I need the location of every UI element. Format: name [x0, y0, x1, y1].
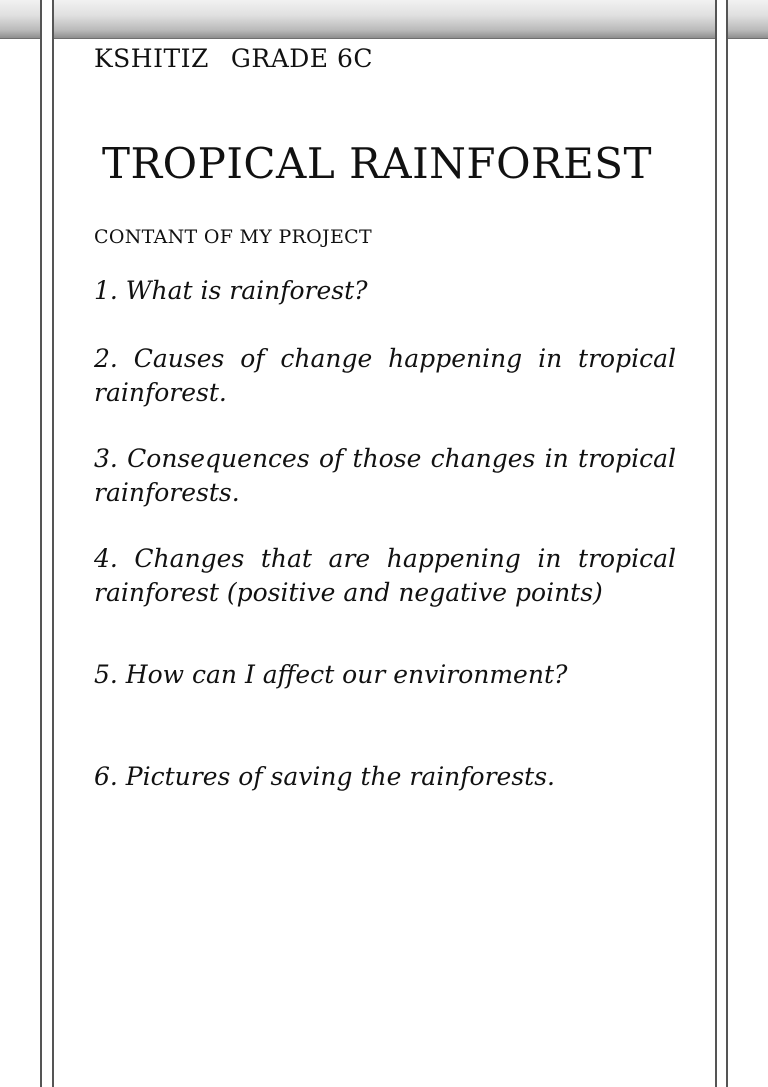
- page-frame-rail: [52, 0, 54, 1087]
- page-frame-cap-right: [728, 0, 768, 39]
- page-frame-rail: [40, 0, 42, 1087]
- contents-item: 2. Causes of change happening in tropical rainforest.: [94, 344, 676, 407]
- contents-item: 4. Changes that are happening in tropical rainforest (positive and negative points): [94, 544, 676, 607]
- document-header: [94, 44, 676, 73]
- contents-heading: CONTANT OF MY PROJECT: [94, 226, 372, 248]
- contents-item: 6. Pictures of saving the rainforests.: [94, 762, 555, 791]
- grade-label: GRADE 6C: [230, 44, 374, 73]
- author-name: KSHITIZ: [94, 44, 209, 73]
- document-title: TROPICAL RAINFOREST: [102, 139, 653, 188]
- page-frame-cap-top: [54, 0, 715, 39]
- contents-item: 5. How can I affect our environment?: [94, 660, 568, 689]
- contents-item: 1. What is rainforest?: [94, 276, 368, 305]
- page-frame-rail: [715, 0, 717, 1087]
- document-page: [94, 44, 676, 794]
- contents-list: [94, 274, 676, 794]
- page-frame-cap-left: [0, 0, 40, 39]
- page-frame-rail: [726, 0, 728, 1087]
- contents-item: 3. Consequences of those changes in tropical rainforests.: [94, 444, 676, 507]
